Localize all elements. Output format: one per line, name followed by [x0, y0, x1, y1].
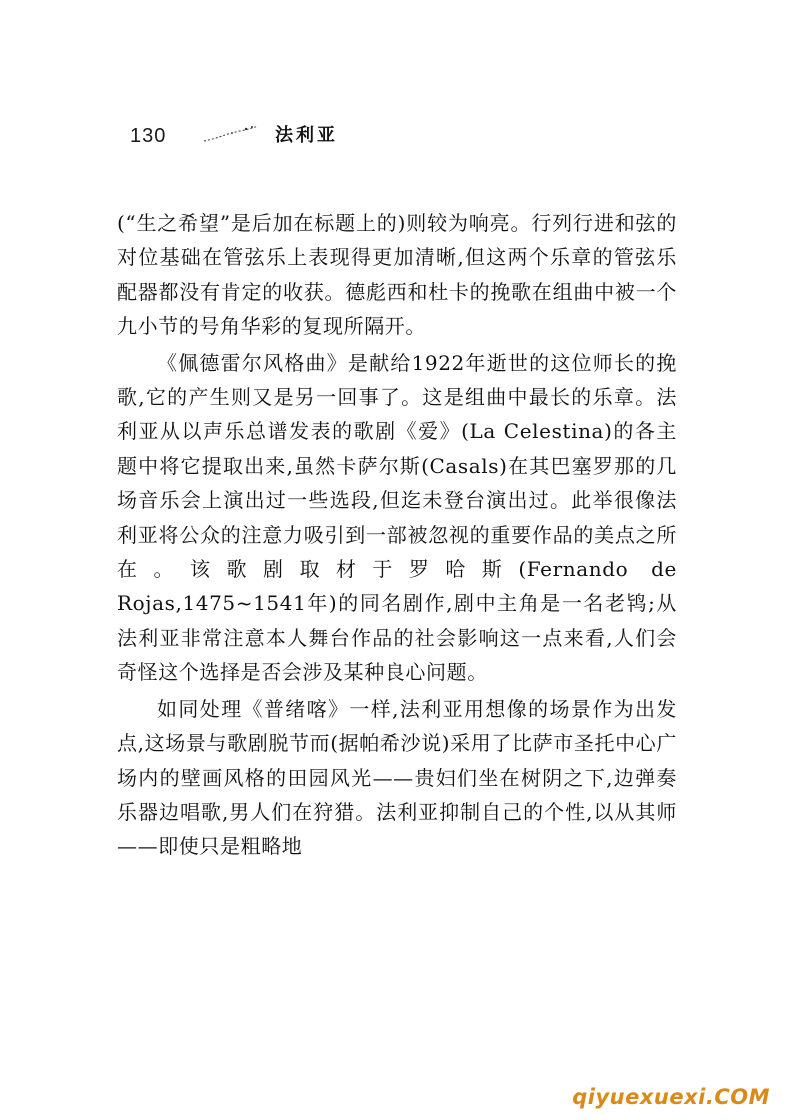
- running-title: 法利亚: [275, 125, 338, 146]
- decorative-flourish-icon: [202, 123, 262, 145]
- page-header: [130, 121, 530, 151]
- site-watermark: qiyuexuexi.COM: [572, 1085, 770, 1109]
- paragraph-2: 《佩德雷尔风格曲》是献给1922年逝世的这位师长的挽歌,它的产生则又是另一回事了。这是组曲中最长的乐章。法利亚从以声乐总谱发表的歌剧《爱》(La Celestina)的各主题中将它提取出来,虽然卡萨尔斯(Casals)在其巴塞罗那的几场音乐会上演出过一些选段,但迄未登台演出过。此举很像法利亚将公众的注意力吸引到一部被忽视的重要作品的美点之所在。该歌剧取材于罗哈斯(Fernando de Rojas,1475~1541年)的同名剧作,剧中主角是一名老鸨;从法利亚非常注意本人舞台作品的社会影响这一点来看,人们会奇怪这个选择是否会涉及某种良心问题。: [117, 350, 677, 685]
- paragraph-3: 如同处理《普绪喀》一样,法利亚用想像的场景作为出发点,这场景与歌剧脱节而(据帕希沙说)采用了比萨市圣托中心广场内的壁画风格的田园风光——贵妇们坐在树阴之下,边弹奏乐器边唱歌,男人们在狩猎。法利亚抑制自己的个性,以从其师——即使只是粗略地: [117, 696, 677, 859]
- page-number: 130: [130, 125, 167, 147]
- body-text: [117, 206, 677, 866]
- paragraph-1: (“生之希望”是后加在标题上的)则较为响亮。行列行进和弦的对位基础在管弦乐上表现得更加清晰,但这两个乐章的管弦乐配器都没有肯定的收获。德彪西和杜卡的挽歌在组曲中被一个九小节的号角华彩的复现所隔开。: [117, 211, 677, 339]
